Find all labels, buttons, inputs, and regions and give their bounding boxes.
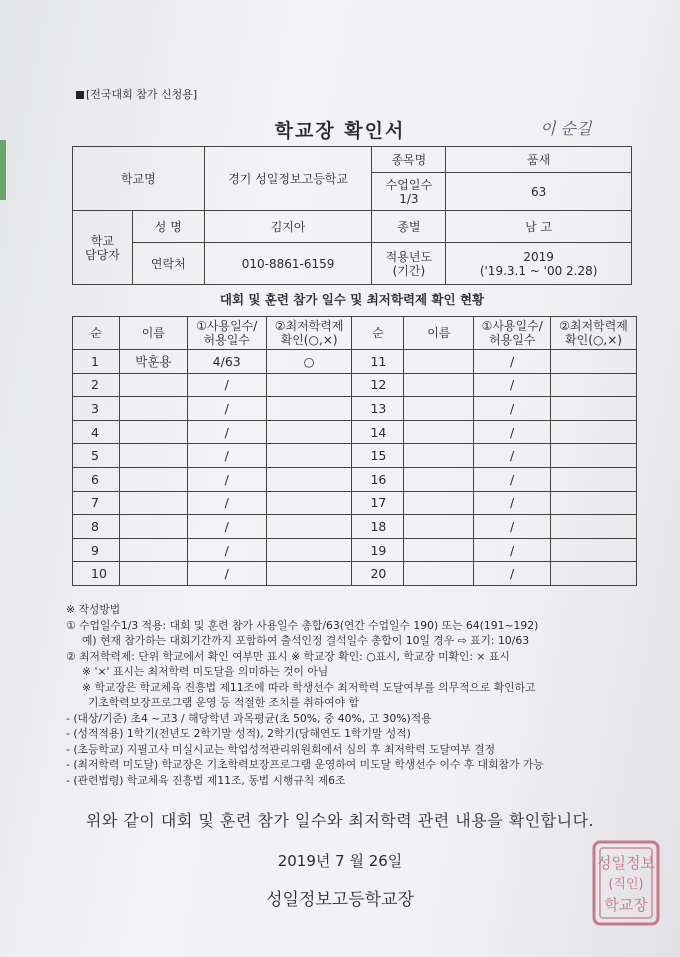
row-days: / [187, 538, 266, 562]
row-academic [266, 538, 352, 562]
col-header-no: 순 [73, 317, 120, 350]
col-header-academic-right-line2: 확인(○,×) [565, 333, 622, 347]
name-value: 김지아 [204, 211, 372, 243]
row-name-right [404, 420, 474, 444]
note-line: - (최저학력 미도달) 학교장은 기초학력보장프로그램 운영하여 미도달 학생선수 이수 후 대회참가 가능 [66, 758, 544, 771]
category-label: 종별 [372, 211, 446, 243]
year-value [446, 243, 632, 285]
row-no-right: 19 [352, 538, 404, 562]
row-no-right: 16 [352, 467, 404, 491]
table-row [73, 515, 637, 539]
row-academic [266, 373, 352, 397]
row-days: / [187, 491, 266, 515]
row-no: 8 [73, 515, 120, 539]
row-name-right [404, 538, 474, 562]
col-header-days-right [474, 317, 551, 350]
form-type-label [76, 86, 197, 102]
class-days-label-line1: 수업일수 [385, 177, 433, 192]
row-academic-right [551, 562, 637, 586]
row-academic-right [551, 444, 637, 468]
table-row [73, 373, 637, 397]
principal-title: 성일정보고등학교장 [266, 890, 414, 910]
row-days-right: / [474, 444, 551, 468]
class-days-label [372, 173, 446, 211]
row-days: / [187, 373, 266, 397]
row-no: 5 [73, 444, 120, 468]
row-days-right: / [474, 420, 551, 444]
row-academic-right [551, 397, 637, 421]
row-name-right [404, 491, 474, 515]
note-line: ① 수업일수1/3 적용: 대회 및 훈련 참가 사용일수 총합/63(연간 수업일수 190) 또는 64(191~192) [66, 618, 539, 632]
year-label-line1: 적용년도 [385, 249, 433, 264]
form-type-text: [전국대회 참가 신청용] [86, 88, 198, 101]
row-days: / [187, 444, 266, 468]
row-no: 10 [73, 562, 120, 586]
handwritten-note: 이 순길 [540, 119, 592, 138]
row-academic [266, 562, 352, 586]
row-name [119, 444, 187, 468]
school-name-value: 경기 성일정보고등학교 [204, 147, 372, 211]
row-name-right [404, 467, 474, 491]
teacher-label [73, 211, 133, 285]
row-days-right: / [474, 373, 551, 397]
class-days-label-line2: 1/3 [399, 191, 419, 206]
note-line: ※ 학교장은 학교체육 진흥법 제11조에 따라 학생선수 최저학력 도달여부를 의무적으로 확인하고 [82, 680, 536, 694]
school-info-table [72, 146, 632, 285]
col-header-name-right: 이름 [404, 317, 474, 350]
year-label [372, 243, 446, 285]
row-academic-right [551, 467, 637, 491]
row-days: / [187, 420, 266, 444]
row-no-right: 13 [352, 397, 404, 421]
row-days-right: / [474, 515, 551, 539]
official-seal-stamp [590, 838, 662, 928]
col-header-days-line1: ①사용일수/ [196, 319, 258, 333]
category-value: 남 고 [446, 211, 632, 243]
svg-text:학교장: 학교장 [604, 896, 648, 914]
row-name: 박훈용 [119, 350, 187, 374]
contact-label: 연락처 [132, 243, 204, 285]
row-no-right: 20 [352, 562, 404, 586]
green-background-strip [0, 140, 6, 200]
col-header-academic [266, 317, 352, 350]
row-days: / [187, 467, 266, 491]
row-days-right: / [474, 491, 551, 515]
row-academic-right [551, 420, 637, 444]
teacher-label-line1: 학교 [90, 233, 115, 248]
table-row [73, 444, 637, 468]
row-academic [266, 397, 352, 421]
row-days: / [187, 397, 266, 421]
col-header-days-line2: 허용일수 [203, 333, 250, 347]
instructions [66, 602, 656, 788]
col-header-name: 이름 [119, 317, 187, 350]
row-name [119, 397, 187, 421]
row-no: 3 [73, 397, 120, 421]
row-name-right [404, 373, 474, 397]
year-label-line2: (기간) [392, 263, 426, 278]
row-no-right: 17 [352, 491, 404, 515]
row-name-right [404, 350, 474, 374]
row-days-right: / [474, 467, 551, 491]
row-days: / [187, 515, 266, 539]
row-academic-right [551, 491, 637, 515]
row-no-right: 11 [352, 350, 404, 374]
row-academic-right [551, 538, 637, 562]
name-label: 성 명 [132, 211, 204, 243]
row-name [119, 467, 187, 491]
table-row [73, 350, 637, 374]
col-header-days-right-line1: ①사용일수/ [481, 319, 543, 333]
row-days: / [187, 562, 266, 586]
row-no-right: 12 [352, 373, 404, 397]
section-title: 대회 및 훈련 참가 일수 및 최저학력제 확인 현황 [219, 292, 485, 307]
col-header-academic-right-line1: ②최저학력제 [559, 319, 628, 333]
row-no: 6 [73, 467, 120, 491]
row-no-right: 18 [352, 515, 404, 539]
row-name [119, 491, 187, 515]
col-header-academic-line2: 확인(○,×) [280, 333, 338, 347]
sport-value: 품새 [446, 147, 632, 173]
row-days: 4/63 [187, 350, 266, 374]
row-name-right [404, 444, 474, 468]
row-no-right: 15 [352, 444, 404, 468]
sport-label: 종목명 [372, 147, 446, 173]
col-header-academic-right [551, 317, 637, 350]
note-line: 기초학력보장프로그램 운영 등 적절한 조치를 취하여야 함 [88, 696, 359, 709]
note-line: ※ 작성방법 [66, 603, 121, 616]
col-header-days [187, 317, 266, 350]
participation-table [72, 316, 637, 586]
col-header-no-right: 순 [352, 317, 404, 350]
note-line: 예) 현재 참가하는 대회기간까지 포함하여 출석인정 결석일수 총합이 10일 경우 ⇨ 표기: 10/63 [82, 634, 530, 647]
table-row [73, 467, 637, 491]
row-no: 7 [73, 491, 120, 515]
document-title: 학교장 확인서 [274, 120, 406, 142]
table-row [73, 491, 637, 515]
row-name [119, 538, 187, 562]
row-name [119, 420, 187, 444]
row-no: 4 [73, 420, 120, 444]
row-days-right: / [474, 350, 551, 374]
note-line: ※ '×' 표시는 최저학력 미도달을 의미하는 것이 아님 [82, 665, 329, 678]
table-row [73, 420, 637, 444]
note-line: - (성적적용) 1학기(전년도 2학기말 성적), 2학기(당해연도 1학기말 성적) [66, 727, 411, 740]
col-header-days-right-line2: 허용일수 [488, 333, 536, 347]
row-academic: ○ [266, 350, 352, 374]
row-no-right: 14 [352, 420, 404, 444]
year-value-line1: 2019 [523, 249, 554, 264]
row-name [119, 562, 187, 586]
row-academic [266, 467, 352, 491]
row-academic [266, 515, 352, 539]
row-name [119, 373, 187, 397]
year-value-line2: ('19.3.1 ~ '00 2.28) [479, 263, 598, 278]
svg-text:성일정보: 성일정보 [597, 854, 655, 872]
table-row [73, 538, 637, 562]
row-name-right [404, 562, 474, 586]
svg-text:(직인): (직인) [608, 877, 644, 892]
row-academic [266, 420, 352, 444]
row-academic-right [551, 350, 637, 374]
row-name-right [404, 515, 474, 539]
confirmation-statement: 위와 같이 대회 및 훈련 참가 일수와 최저학력 관련 내용을 확인합니다. [85, 811, 595, 830]
col-header-academic-line1: ②최저학력제 [274, 319, 344, 333]
table-row [73, 562, 637, 586]
issue-date: 2019년 7 월 26일 [277, 852, 403, 870]
row-academic-right [551, 373, 637, 397]
row-academic [266, 444, 352, 468]
square-bullet-icon [76, 91, 84, 99]
row-days-right: / [474, 538, 551, 562]
teacher-label-line2: 담당자 [85, 247, 120, 262]
row-academic-right [551, 515, 637, 539]
note-line: - (대상/기준) 초4 ~고3 / 해당학년 과목평균(초 50%, 중 40%, 고 30%)적용 [66, 711, 432, 725]
class-days-value: 63 [446, 173, 632, 211]
row-days-right: / [474, 397, 551, 421]
row-name-right [404, 397, 474, 421]
row-no: 1 [73, 350, 120, 374]
note-line: ② 최저학력제: 단위 학교에서 확인 여부만 표시 ※ 학교장 확인: ○표시, 학교장 미확인: × 표시 [66, 649, 510, 663]
row-name [119, 515, 187, 539]
contact-value: 010-8861-6159 [204, 243, 372, 285]
note-line: - (초등학교) 지필고사 미실시교는 학업성적관리위원회에서 심의 후 최저학력 도달여부 결정 [66, 742, 496, 756]
table-row [73, 397, 637, 421]
row-no: 2 [73, 373, 120, 397]
row-days-right: / [474, 562, 551, 586]
row-no: 9 [73, 538, 120, 562]
note-line: - (관련법령) 학교체육 진흥법 제11조, 동법 시행규칙 제6조 [66, 773, 346, 787]
row-academic [266, 491, 352, 515]
school-name-label: 학교명 [73, 147, 205, 211]
